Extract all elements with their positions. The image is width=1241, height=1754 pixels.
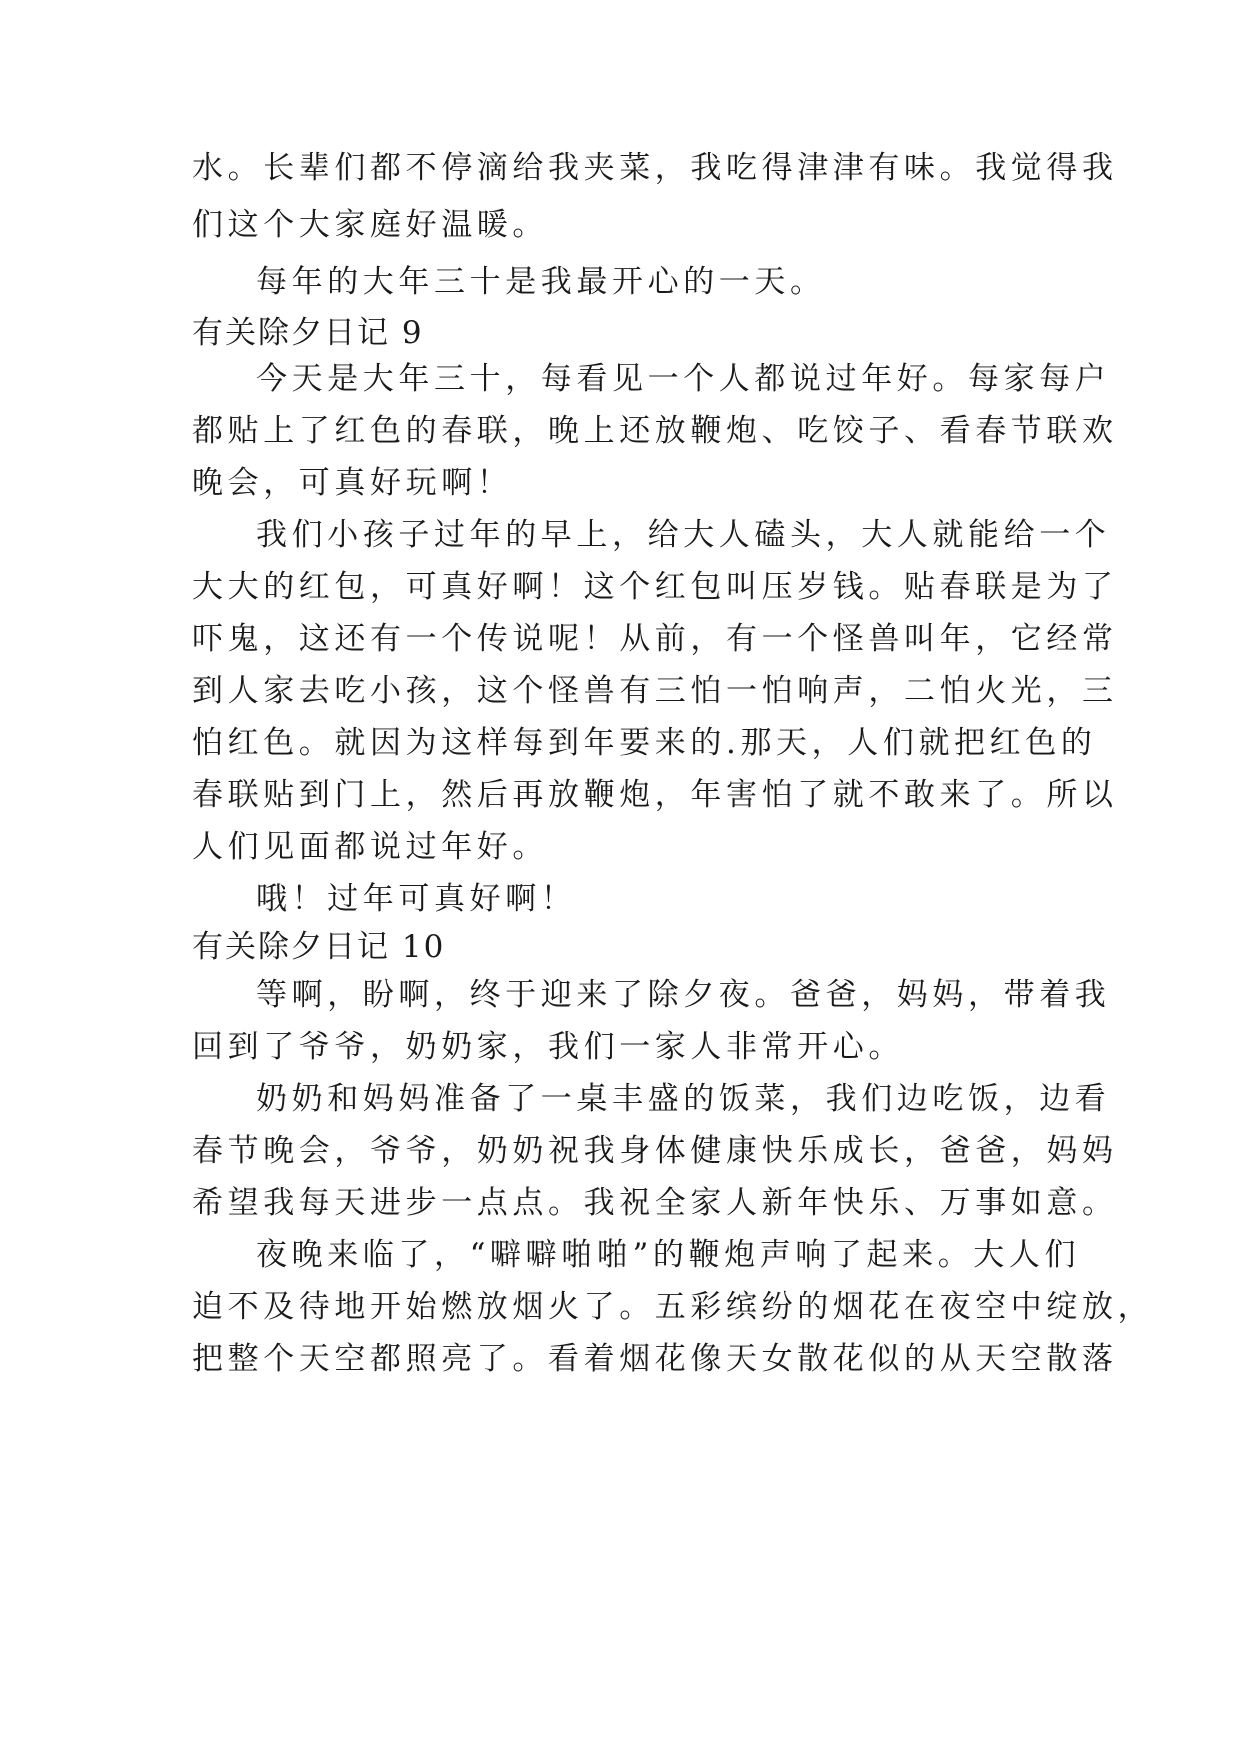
body-text-line: 夜晚来临了，“噼噼啪啪”的鞭炮声响了起来。大人们: [256, 1237, 1081, 1273]
body-text-line: 每年的大年三十是我最开心的一天。: [256, 264, 826, 300]
body-text-line: 回到了爷爷，奶奶家，我们一家人非常开心。: [192, 1029, 904, 1065]
body-text-line: 大大的红包，可真好啊！这个红包叫压岁钱。贴春联是为了: [192, 569, 1118, 605]
body-text-line: 我们小孩子过年的早上，给大人磕头，大人就能给一个: [256, 517, 1111, 553]
body-text-line: 怕红色。就因为这样每到年要来的.那天，人们就把红色的: [192, 725, 1097, 761]
body-text-line: 今天是大年三十，每看见一个人都说过年好。每家每户: [256, 361, 1111, 397]
body-text-line: 水。长辈们都不停滴给我夹菜，我吃得津津有味。我觉得我: [192, 150, 1118, 186]
section-heading: 有关除夕日记 10: [192, 929, 446, 965]
body-text-line: 到人家去吃小孩，这个怪兽有三怕一怕响声，二怕火光，三: [192, 673, 1118, 709]
body-text-line: 迫不及待地开始燃放烟火了。五彩缤纷的烟花在夜空中绽放，: [192, 1289, 1154, 1325]
body-text-line: 春节晚会，爷爷，奶奶祝我身体健康快乐成长，爸爸，妈妈: [192, 1133, 1118, 1169]
body-text-line: 吓鬼，这还有一个传说呢！从前，有一个怪兽叫年，它经常: [192, 621, 1118, 657]
body-text-line: 希望我每天进步一点点。我祝全家人新年快乐、万事如意。: [192, 1185, 1118, 1221]
body-text-line: 哦！过年可真好啊！: [256, 881, 577, 917]
body-text-line: 都贴上了红色的春联，晚上还放鞭炮、吃饺子、看春节联欢: [192, 413, 1118, 449]
body-text-line: 春联贴到门上，然后再放鞭炮，年害怕了就不敢来了。所以: [192, 777, 1118, 813]
body-text-line: 把整个天空都照亮了。看着烟花像天女散花似的从天空散落: [192, 1341, 1118, 1377]
body-text-line: 晚会，可真好玩啊！: [192, 465, 513, 501]
section-heading: 有关除夕日记 9: [192, 315, 424, 351]
body-text-line: 等啊，盼啊，终于迎来了除夕夜。爸爸，妈妈，带着我: [256, 977, 1111, 1013]
body-text-line: 人们见面都说过年好。: [192, 829, 548, 865]
body-text-line: 们这个大家庭好温暖。: [192, 207, 548, 243]
body-text-line: 奶奶和妈妈准备了一桌丰盛的饭菜，我们边吃饭，边看: [256, 1081, 1111, 1117]
